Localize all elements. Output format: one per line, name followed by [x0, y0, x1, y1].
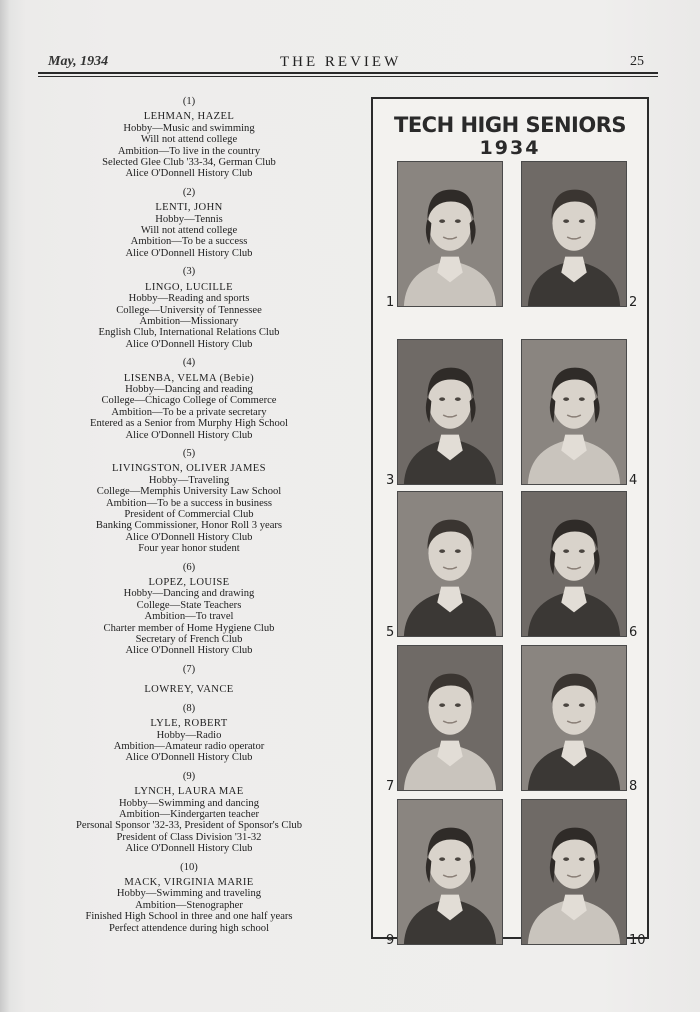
entry-line: College—Chicago College of Commerce — [101, 395, 277, 407]
entry-line: Personal Sponsor '32-33, President of Sponsor's Club — [76, 820, 302, 832]
photo-number: 4 — [629, 473, 638, 488]
entry-line: Selected Glee Club '33-34, German Club — [102, 157, 276, 169]
entry-name: LISENBA, VELMA (Bebie) — [123, 372, 255, 384]
entry-name: LEHMAN, HAZEL — [143, 111, 235, 123]
senior-entry — [30, 703, 348, 764]
senior-photo — [397, 799, 503, 945]
portrait-silhouette-icon — [522, 800, 626, 944]
entry-name: LIVINGSTON, OLIVER JAMES — [112, 463, 266, 475]
entry-line: Will not attend college — [140, 134, 238, 146]
senior-entry — [30, 266, 348, 350]
entry-line: Alice O'Donnell History Club — [125, 645, 253, 657]
panel-title: TECH HIGH SENIORS — [394, 113, 626, 137]
entry-line: Hobby—Music and swimming — [123, 122, 255, 134]
senior-photo — [521, 491, 627, 637]
senior-entry — [30, 357, 348, 441]
entry-line: Perfect attendence during high school — [108, 922, 270, 934]
entry-line: Finished High School in three and one half years — [85, 911, 293, 923]
entry-line: President of Commercial Club — [124, 509, 254, 520]
portrait-silhouette-icon — [522, 340, 626, 484]
entry-name: LENTI, JOHN — [155, 202, 223, 214]
entry-line: Will not attend college — [140, 225, 238, 237]
entry-line: Alice O'Donnell History Club — [125, 531, 253, 543]
entry-line: Ambition—To travel — [144, 611, 234, 623]
panel-year: 1934 — [479, 137, 541, 159]
photo-number: 6 — [629, 625, 638, 640]
senior-photo — [521, 799, 627, 945]
portrait-silhouette-icon — [398, 340, 502, 484]
senior-entry — [30, 664, 348, 696]
entry-line: Hobby—Dancing and reading — [125, 383, 253, 395]
senior-photo — [397, 491, 503, 637]
entry-number: (9) — [182, 770, 196, 782]
portrait-silhouette-icon — [398, 492, 502, 636]
senior-entry — [30, 187, 348, 259]
entry-number: (5) — [182, 447, 196, 459]
entry-line: Alice O'Donnell History Club — [125, 247, 253, 259]
photo-panel — [371, 97, 649, 948]
entry-line: Alice O'Donnell History Club — [125, 752, 253, 764]
senior-entry — [30, 862, 348, 934]
portrait-silhouette-icon — [522, 492, 626, 636]
photo-number: 8 — [629, 779, 638, 794]
entry-number: (1) — [182, 96, 196, 107]
entry-line: Ambition—Kindergarten teacher — [118, 808, 260, 820]
entry-line: Banking Commissioner, Honor Roll 3 years — [95, 520, 283, 532]
entry-line: Ambition—To be a success — [130, 236, 248, 248]
senior-photo — [397, 645, 503, 791]
entry-line: Hobby—Dancing and drawing — [123, 588, 255, 600]
portrait-silhouette-icon — [398, 646, 502, 790]
entry-name: LINGO, LUCILLE — [145, 281, 233, 293]
entry-line: Hobby—Traveling — [148, 474, 230, 486]
entry-line: Four year honor student — [138, 543, 240, 555]
photo-number: 2 — [629, 295, 638, 310]
entry-line: Alice O'Donnell History Club — [125, 843, 253, 855]
photo-number: 7 — [386, 779, 395, 794]
senior-photo — [521, 339, 627, 485]
entry-name: LYLE, ROBERT — [150, 718, 228, 730]
portrait-silhouette-icon — [522, 162, 626, 306]
header-rule-top — [38, 72, 658, 74]
entry-line: Secretary of French Club — [135, 634, 243, 646]
entry-line: College—Memphis University Law School — [96, 486, 282, 498]
entry-line: English Club, International Relations Club — [98, 327, 280, 339]
entry-line: College—State Teachers — [136, 599, 242, 611]
entry-line: Ambition—To be a success in business — [105, 497, 273, 509]
entry-number: (8) — [182, 702, 196, 714]
entry-name: LOPEZ, LOUISE — [148, 577, 230, 589]
entry-line: Ambition—Missionary — [139, 315, 239, 327]
entry-number: (6) — [182, 561, 196, 573]
senior-photo — [397, 339, 503, 485]
entry-line: Ambition—To live in the country — [117, 145, 261, 157]
entry-line: Ambition—Stenographer — [135, 899, 243, 911]
issue-date: May, 1934 — [48, 54, 109, 69]
entry-line: Hobby—Swimming and traveling — [116, 888, 262, 900]
senior-entry — [30, 96, 348, 180]
senior-entry — [30, 562, 348, 657]
senior-photo — [521, 161, 627, 307]
entry-line: President of Class Division '31-32 — [116, 831, 262, 843]
entry-line: Charter member of Home Hygiene Club — [103, 622, 275, 634]
portrait-silhouette-icon — [398, 162, 502, 306]
senior-entries-column — [30, 96, 348, 941]
entry-line: Alice O'Donnell History Club — [125, 338, 253, 350]
photo-number: 9 — [386, 933, 395, 948]
entry-number: (7) — [182, 663, 196, 675]
senior-entry — [30, 448, 348, 555]
entry-line: Entered as a Senior from Murphy High School — [89, 418, 288, 430]
entry-name: MACK, VIRGINIA MARIE — [124, 876, 254, 888]
senior-photo — [397, 161, 503, 307]
photo-number: 10 — [629, 933, 646, 948]
publication-title: THE REVIEW — [280, 54, 402, 70]
entry-line: Hobby—Reading and sports — [128, 293, 250, 305]
senior-photo — [521, 645, 627, 791]
page-number: 25 — [630, 54, 644, 69]
entry-line: Hobby—Radio — [156, 729, 222, 741]
photo-number: 5 — [386, 625, 395, 640]
entry-number: (4) — [182, 357, 196, 369]
entry-line: Ambition—To be a private secretary — [111, 406, 267, 418]
entry-number: (2) — [182, 186, 196, 198]
header-rule-bottom — [38, 76, 658, 77]
portrait-silhouette-icon — [398, 800, 502, 944]
entry-name: LOWREY, VANCE — [144, 684, 234, 696]
entry-line: Hobby—Tennis — [155, 213, 223, 225]
photo-number: 1 — [386, 295, 395, 310]
entry-line: College—University of Tennessee — [116, 304, 262, 316]
entry-line: Alice O'Donnell History Club — [125, 168, 253, 180]
entry-line: Ambition—Amateur radio operator — [113, 740, 265, 752]
portrait-silhouette-icon — [522, 646, 626, 790]
entry-number: (10) — [180, 861, 198, 873]
entry-name: LYNCH, LAURA MAE — [134, 786, 244, 798]
entry-line: Alice O'Donnell History Club — [125, 429, 253, 441]
senior-entry — [30, 771, 348, 855]
entry-line: Hobby—Swimming and dancing — [118, 797, 260, 809]
photo-number: 3 — [386, 473, 395, 488]
entry-number: (3) — [182, 266, 196, 278]
